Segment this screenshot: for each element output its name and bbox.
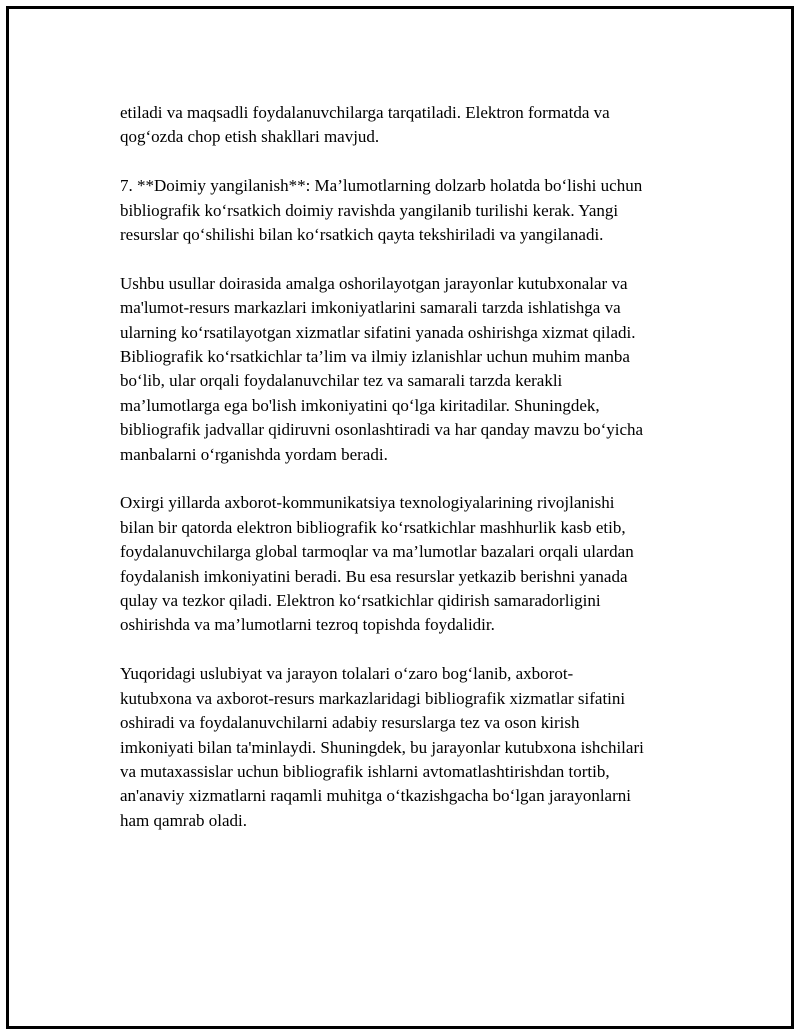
text-line: Ushbu usullar doirasida amalga oshorilayotgan jarayonlar kutubxonalar va	[120, 273, 628, 293]
text-line: bo‘lib, ular orqali foydalanuvchilar tez va samarali tarzda kerakli	[120, 371, 563, 391]
page-content	[120, 101, 705, 833]
paragraph-3	[120, 272, 705, 467]
text-line: Bibliografik ko‘rsatkichlar ta’lim va ilmiy izlanishlar uchun muhim manba	[120, 347, 630, 367]
paragraph-5	[120, 662, 705, 833]
paragraph-4	[120, 491, 705, 637]
text-line: bilan bir qatorda elektron bibliografik ko‘rsatkichlar mashhurlik kasb etib,	[120, 517, 626, 537]
text-line: qog‘ozda chop etish shakllari mavjud.	[120, 127, 380, 147]
text-line: bibliografik jadvallar qidiruvni osonlashtiradi va har qanday mavzu bo‘yicha	[120, 420, 644, 440]
text-line: qulay va tezkor qiladi. Elektron ko‘rsatkichlar qidirish samaradorligini	[120, 591, 601, 611]
text-line: 7. **Doimiy yangilanish**: Ma’lumotlarning dolzarb holatda bo‘lishi uchun	[120, 176, 643, 196]
paragraph-2	[120, 174, 705, 247]
text-line: ularning ko‘rsatilayotgan xizmatlar sifatini yanada oshirishga xizmat qiladi.	[120, 322, 636, 342]
page-frame	[6, 6, 794, 1029]
text-line: va mutaxassislar uchun bibliografik ishlarni avtomatlashtirishdan tortib,	[120, 761, 610, 781]
text-line: Yuqoridagi uslubiyat va jarayon tolalari o‘zaro bog‘lanib, axborot-	[120, 664, 574, 684]
text-line: oshiradi va foydalanuvchilarni adabiy resurslarga tez va oson kirish	[120, 713, 580, 733]
text-line: Oxirgi yillarda axborot-kommunikatsiya texnologiyalarining rivojlanishi	[120, 493, 615, 513]
text-line: manbalarni o‘rganishda yordam beradi.	[120, 444, 388, 464]
text-line: resurslar qo‘shilishi bilan ko‘rsatkich qayta tekshiriladi va yangilanadi.	[120, 225, 604, 245]
text-line: ma'lumot-resurs markazlari imkoniyatlarini samarali tarzda ishlatishga va	[120, 298, 621, 318]
paragraph-1	[120, 101, 705, 150]
text-line: ma’lumotlarga ega bo'lish imkoniyatini qo‘lga kiritadilar. Shuningdek,	[120, 395, 600, 415]
text-line: etiladi va maqsadli foydalanuvchilarga tarqatiladi. Elektron formatda va	[120, 103, 610, 122]
text-line: foydalanish imkoniyatini beradi. Bu esa resurslar yetkazib berishni yanada	[120, 566, 628, 586]
text-line: ham qamrab oladi.	[120, 810, 247, 830]
text-line: kutubxona va axborot-resurs markazlaridagi bibliografik xizmatlar sifatini	[120, 688, 626, 708]
text-line: an'anaviy xizmatlarni raqamli muhitga o‘tkazishgacha bo‘lgan jarayonlarni	[120, 786, 631, 806]
text-line: bibliografik ko‘rsatkich doimiy ravishda yangilanib turilishi kerak. Yangi	[120, 200, 619, 220]
text-line: foydalanuvchilarga global tarmoqlar va ma’lumotlar bazalari orqali ulardan	[120, 542, 634, 562]
text-line: oshirishda va ma’lumotlarni tezroq topishda foydalidir.	[120, 615, 495, 635]
text-line: imkoniyati bilan ta'minlaydi. Shuningdek, bu jarayonlar kutubxona ishchilari	[120, 737, 644, 757]
